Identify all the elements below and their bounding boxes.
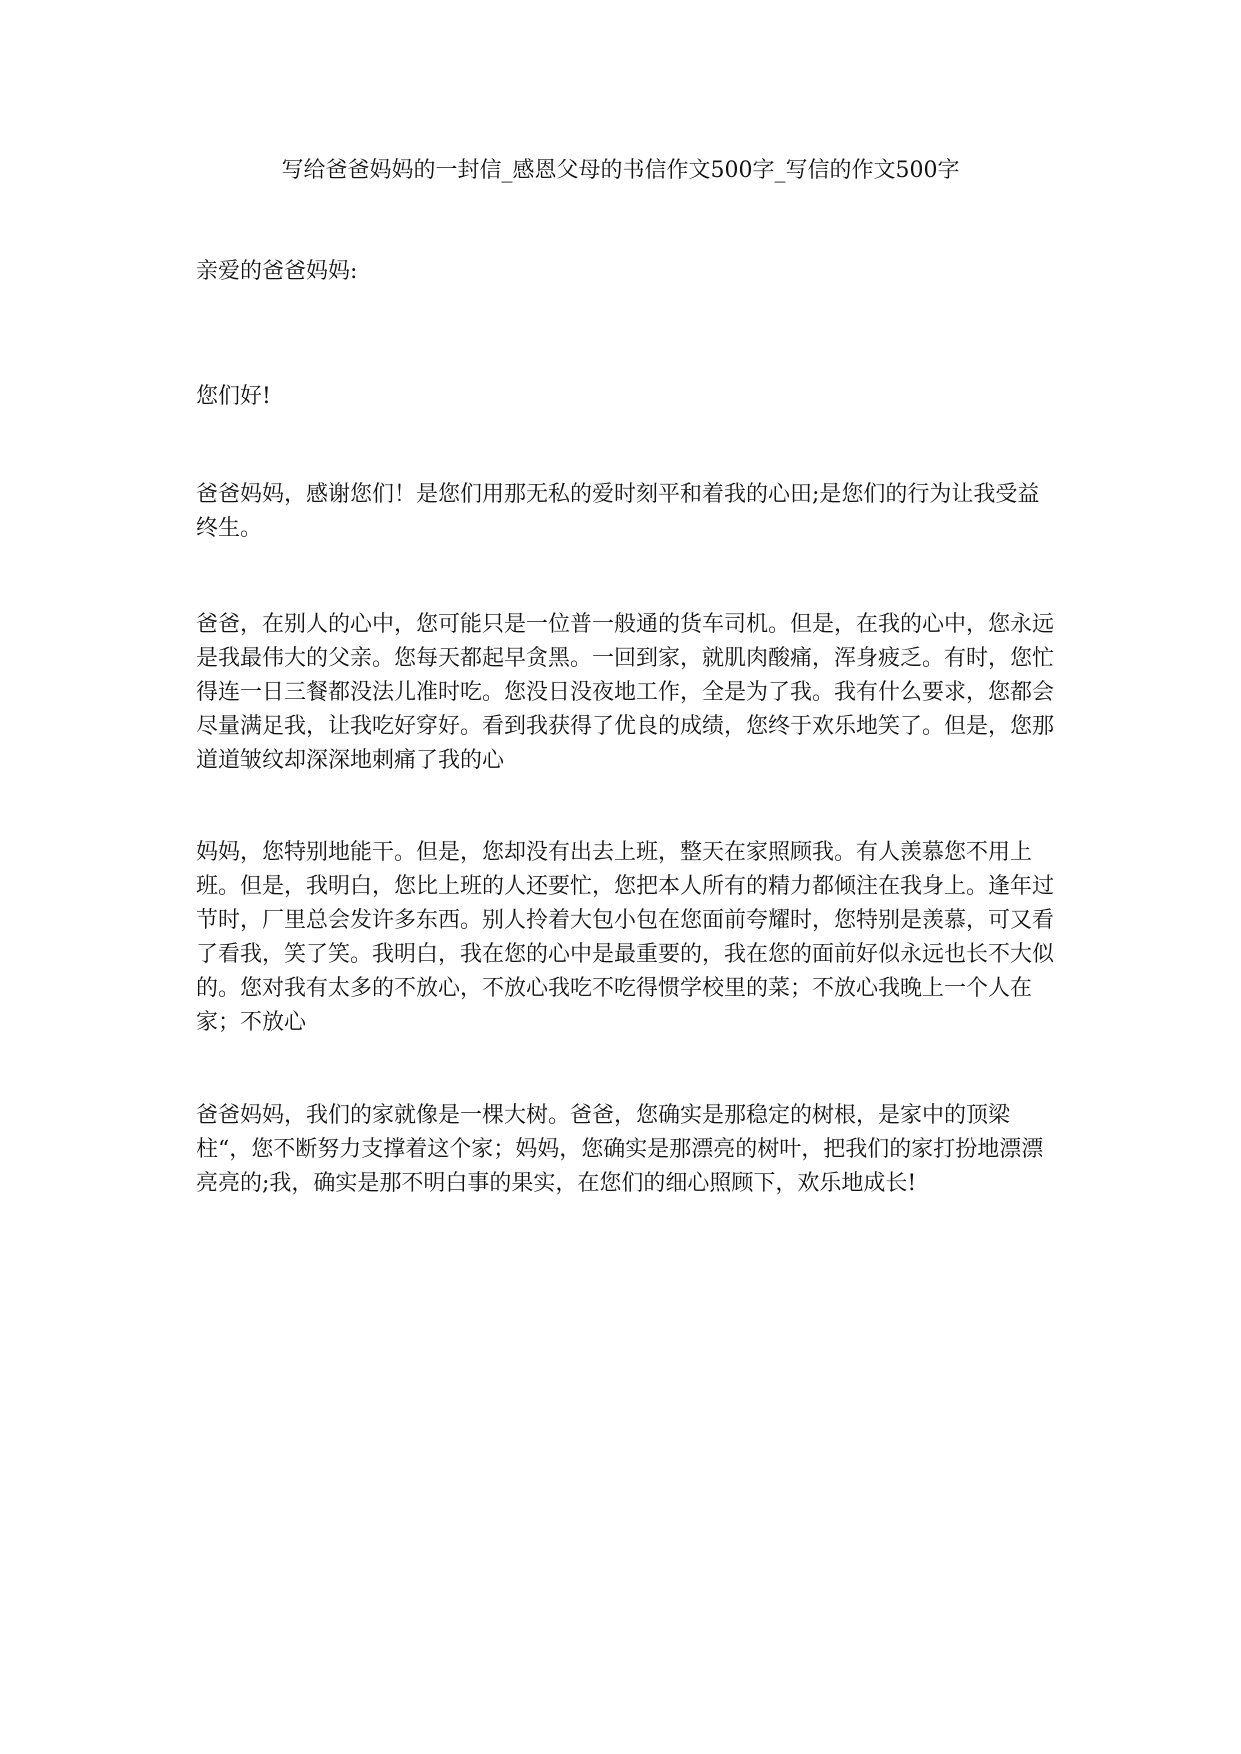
- paragraph-family: 爸爸妈妈，我们的家就像是一棵大树。爸爸，您确实是那稳定的树根，是家中的顶梁柱“，您不断努力支撑着这个家；妈妈，您确实是那漂亮的树叶，把我们的家打扮地漂漂亮亮的;我，确实是那不明白事的果实，在您们的细心照顾下，欢乐地成长!: [196, 1103, 1044, 1196]
- paragraph-mother: 妈妈，您特别地能干。但是，您却没有出去上班，整天在家照顾我。有人羡慕您不用上班。但是，我明白，您比上班的人还要忙，您把本人所有的精力都倾注在我身上。逢年过节时，厂里总会发许多东西。别人拎着大包小包在您面前夸耀时，您特别是羡慕，可又看了看我，笑了笑。我明白，我在您的心中是最重要的，我在您的面前好似永远也长不大似的。您对我有太多的不放心，不放心我吃不吃得惯学校里的菜；不放心我晚上一个人在家；不放心: [196, 840, 1055, 1035]
- paragraph-father: 爸爸，在别人的心中，您可能只是一位普一般通的货车司机。但是，在我的心中，您永远是我最伟大的父亲。您每天都起早贪黑。一回到家，就肌肉酸痛，浑身疲乏。有时，您忙得连一日三餐都没法儿准时吃。您没日没夜地工作，全是为了我。我有什么要求，您都会尽量满足我，让我吃好穿好。看到我获得了优良的成绩，您终于欢乐地笑了。但是，您那道道皱纹却深深地刺痛了我的心: [196, 612, 1055, 773]
- salutation: 亲爱的爸爸妈妈:: [196, 259, 358, 284]
- greeting: 您们好!: [196, 384, 271, 409]
- paragraph-thanks: 爸爸妈妈，感谢您们！是您们用那无私的爱时刻平和着我的心田;是您们的行为让我受益终生。: [196, 482, 1040, 541]
- document-title: 写给爸爸妈妈的一封信_感恩父母的书信作文500字_写信的作文500字: [281, 158, 960, 183]
